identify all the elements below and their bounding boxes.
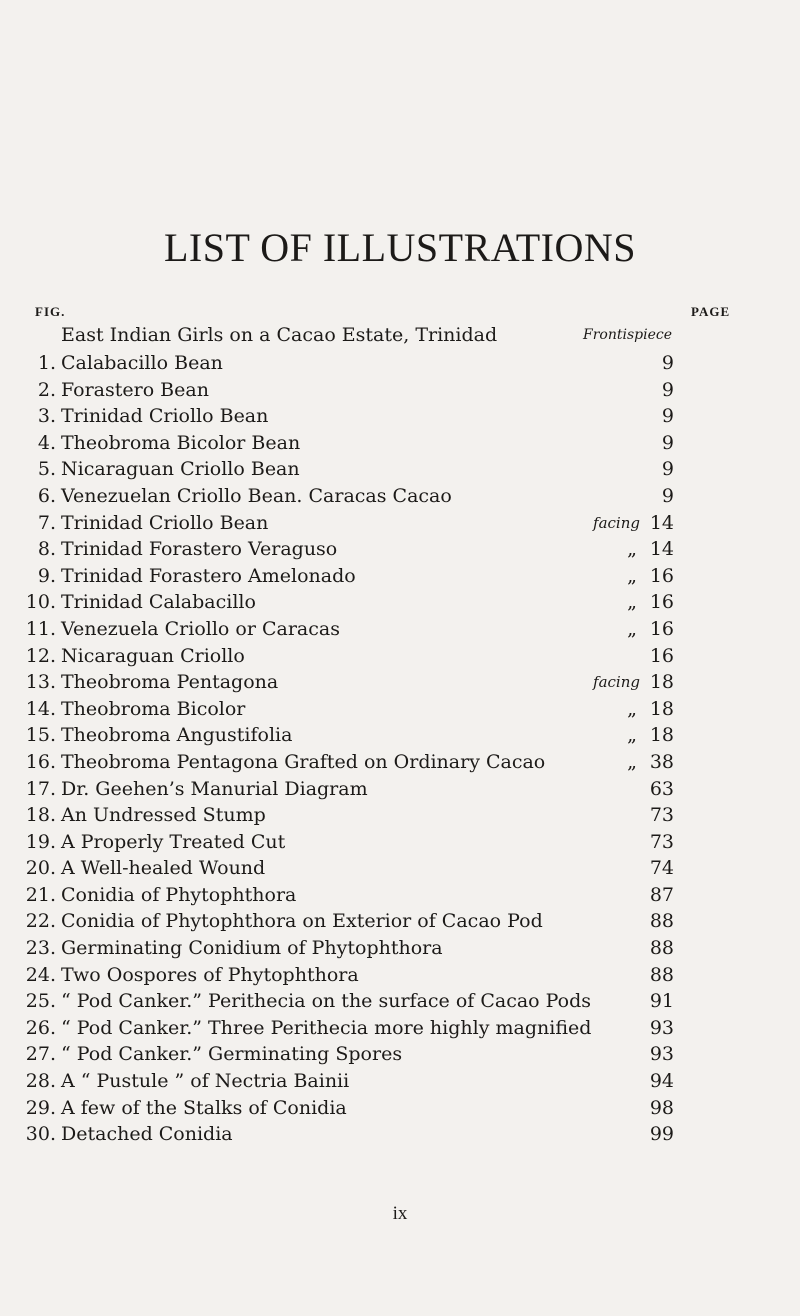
- entry-number: 8.: [37, 538, 56, 561]
- list-item: [0, 1041, 800, 1068]
- list-item: [0, 536, 800, 563]
- list-item: [0, 643, 800, 670]
- list-item: [0, 802, 800, 829]
- list-item: [0, 882, 800, 909]
- entry-title: Two Oospores of Phytophthora: [61, 963, 359, 986]
- entry-number: 14.: [25, 697, 56, 720]
- illustration-list: [0, 350, 800, 1148]
- entry-title: Theobroma Bicolor: [61, 697, 246, 720]
- ditto-mark: „: [627, 750, 637, 773]
- entry-title: Conidia of Phytophthora: [61, 883, 297, 906]
- entry-title: Nicaraguan Criollo Bean: [61, 458, 300, 481]
- list-item: [0, 908, 800, 935]
- list-item: [0, 749, 800, 776]
- entry-title: Theobroma Pentagona Grafted on Ordinary Cacao: [61, 750, 546, 773]
- list-item: [0, 1015, 800, 1042]
- list-item: [0, 430, 800, 457]
- entry-title: Trinidad Forastero Veraguso: [61, 538, 338, 561]
- entry-title: “ Pod Canker.” Three Perithecia more highly magnified: [61, 1016, 592, 1039]
- list-item: [0, 456, 800, 483]
- ditto-mark: „: [627, 564, 637, 587]
- entry-number: 24.: [25, 963, 56, 986]
- entry-page: 98: [649, 1096, 674, 1119]
- list-item: [0, 696, 800, 723]
- entry-number: 17.: [25, 777, 56, 800]
- entry-number: 16.: [25, 750, 56, 773]
- entry-number: 23.: [25, 937, 56, 960]
- entry-page: 88: [649, 937, 674, 960]
- entry-number: 3.: [37, 405, 56, 428]
- list-item: [0, 483, 800, 510]
- entry-page: 9: [661, 378, 674, 401]
- entry-title: “ Pod Canker.” Perithecia on the surface of Cacao Pods: [61, 990, 592, 1013]
- entry-title: Theobroma Pentagona: [61, 671, 279, 694]
- entry-title: Germinating Conidium of Phytophthora: [61, 937, 443, 960]
- entry-title: A Well-healed Wound: [61, 857, 266, 880]
- list-item: [0, 935, 800, 962]
- ditto-mark: „: [627, 591, 637, 614]
- entry-number: 11.: [25, 617, 56, 640]
- entry-page: 18: [649, 724, 674, 747]
- entry-page: 9: [661, 405, 674, 428]
- entry-title: Forastero Bean: [61, 378, 209, 401]
- entry-page: 93: [649, 1016, 674, 1039]
- ditto-mark: „: [627, 617, 637, 640]
- entry-number: 12.: [25, 644, 56, 667]
- entry-number: 4.: [37, 431, 56, 454]
- entry-number: 22.: [25, 910, 56, 933]
- entry-number: 13.: [25, 671, 56, 694]
- entry-title: A Properly Treated Cut: [61, 830, 286, 853]
- list-item: [0, 829, 800, 856]
- frontispiece-entry: [0, 322, 800, 348]
- list-item: [0, 589, 800, 616]
- entry-page: 88: [649, 910, 674, 933]
- entry-page: Frontispiece: [583, 327, 672, 343]
- entry-page: 88: [649, 963, 674, 986]
- entry-page: 63: [649, 777, 674, 800]
- entry-number: 6.: [37, 484, 56, 507]
- entry-page: 9: [661, 458, 674, 481]
- list-item: [0, 669, 800, 696]
- list-item: [0, 855, 800, 882]
- facing-label: facing: [593, 513, 640, 532]
- fig-column-label: FIG.: [35, 304, 66, 319]
- entry-number: 15.: [25, 724, 56, 747]
- entry-title: Dr. Geehen’s Manurial Diagram: [61, 777, 368, 800]
- list-item: [0, 563, 800, 590]
- entry-page: 14: [649, 538, 674, 561]
- entry-page: 9: [661, 352, 674, 374]
- entry-title: Detached Conidia: [61, 1123, 233, 1146]
- entry-title: Venezuelan Criollo Bean. Caracas Cacao: [61, 484, 452, 507]
- list-item: [0, 377, 800, 404]
- entry-page: 99: [649, 1123, 674, 1146]
- entry-number: 10.: [25, 591, 56, 614]
- entry-title: Trinidad Forastero Amelonado: [61, 564, 356, 587]
- entry-number: 30.: [25, 1123, 56, 1146]
- entry-number: 25.: [25, 990, 56, 1013]
- entry-page: 94: [649, 1070, 674, 1093]
- entry-number: 26.: [25, 1016, 56, 1039]
- entry-number: 18.: [25, 804, 56, 827]
- entry-title: Calabacillo Bean: [61, 352, 223, 374]
- list-item: [0, 510, 800, 537]
- entry-title: Trinidad Criollo Bean: [61, 511, 269, 534]
- list-item: [0, 616, 800, 643]
- entry-number: 20.: [25, 857, 56, 880]
- ditto-mark: „: [627, 538, 637, 561]
- list-item: [0, 722, 800, 749]
- entry-number: 28.: [25, 1070, 56, 1093]
- entry-number: 21.: [25, 883, 56, 906]
- entry-page: 18: [649, 697, 674, 720]
- list-item: [0, 1068, 800, 1095]
- entry-number: 7.: [37, 511, 56, 534]
- entry-number: 9.: [37, 564, 56, 587]
- facing-label: facing: [593, 673, 640, 692]
- entry-page: 87: [649, 883, 674, 906]
- entry-page: 16: [649, 591, 674, 614]
- page-column-label: PAGE: [691, 304, 731, 319]
- list-item: [0, 776, 800, 803]
- entry-title: Venezuela Criollo or Caracas: [61, 617, 340, 640]
- entry-page: 16: [649, 644, 674, 667]
- entry-title: Conidia of Phytophthora on Exterior of Cacao Pod: [61, 910, 543, 933]
- ditto-mark: „: [627, 697, 637, 720]
- entry-title: An Undressed Stump: [61, 804, 266, 827]
- entry-number: 2.: [37, 378, 56, 401]
- entry-number: 19.: [25, 830, 56, 853]
- entry-title: Nicaraguan Criollo: [61, 644, 245, 667]
- entry-number: 27.: [25, 1043, 56, 1066]
- entry-page: 16: [649, 564, 674, 587]
- entry-page: 9: [661, 484, 674, 507]
- entry-title: East Indian Girls on a Cacao Estate, Trinidad: [61, 324, 498, 346]
- entry-page: 73: [649, 830, 674, 853]
- entry-page: 91: [649, 990, 674, 1013]
- list-item: [0, 988, 800, 1015]
- entry-page: 16: [649, 617, 674, 640]
- entry-title: Theobroma Bicolor Bean: [61, 431, 301, 454]
- entry-title: Trinidad Criollo Bean: [61, 405, 269, 428]
- entry-page: 18: [649, 671, 674, 694]
- list-item: [0, 350, 800, 377]
- entry-page: 9: [661, 431, 674, 454]
- page-title: LIST OF ILLUSTRATIONS: [163, 225, 636, 270]
- entry-number: 29.: [25, 1096, 56, 1119]
- entry-title: A “ Pustule ” of Nectria Bainii: [61, 1070, 350, 1093]
- entry-page: 14: [649, 511, 674, 534]
- list-item: [0, 1095, 800, 1122]
- ditto-mark: „: [627, 724, 637, 747]
- entry-page: 38: [649, 750, 674, 773]
- list-item: [0, 962, 800, 989]
- entry-title: Theobroma Angustifolia: [61, 724, 293, 747]
- entry-title: “ Pod Canker.” Germinating Spores: [61, 1043, 403, 1066]
- entry-page: 93: [649, 1043, 674, 1066]
- list-item: [0, 403, 800, 430]
- entry-page: 73: [649, 804, 674, 827]
- entry-title: A few of the Stalks of Conidia: [61, 1096, 347, 1119]
- entry-title: Trinidad Calabacillo: [61, 591, 256, 614]
- entry-number: 5.: [37, 458, 56, 481]
- list-item: [0, 1121, 800, 1148]
- entry-page: 74: [649, 857, 674, 880]
- page-number: ix: [392, 1203, 408, 1224]
- entry-number: 1.: [37, 352, 56, 374]
